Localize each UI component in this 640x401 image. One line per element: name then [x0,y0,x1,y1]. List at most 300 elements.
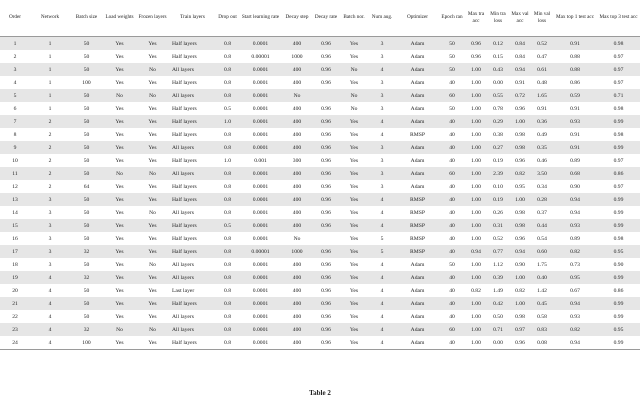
table-cell: 400 [282,167,312,180]
table-cell: 1.00 [509,297,531,310]
table-cell: 40 [439,180,465,193]
table-cell: No [136,89,169,102]
table-cell: Yes [340,245,368,258]
table-cell: 1.00 [465,323,487,336]
table-cell: All layers [169,323,216,336]
col-header-network: Network [30,0,70,37]
table-cell: 0.35 [531,141,553,154]
table-cell: 1.00 [509,271,531,284]
table-cell: Adam [396,271,439,284]
col-header-min-val-loss: Min val loss [531,0,553,37]
table-cell: 400 [282,193,312,206]
table-cell: 3 [368,141,396,154]
col-header-num-aug: Num aug. [368,0,396,37]
table-cell: 40 [439,193,465,206]
table-cell: Yes [340,37,368,51]
table-cell: Yes [103,232,136,245]
table-cell: 4 [0,76,30,89]
table-cell: 40 [439,336,465,350]
table-cell: 0.31 [487,219,509,232]
table-cell: 40 [439,297,465,310]
table-cell: 0.0001 [239,167,282,180]
table-cell: 0.96 [465,37,487,51]
table-cell: 0.99 [597,271,640,284]
table-cell: Half layers [169,50,216,63]
table-cell: Adam [396,258,439,271]
table-cell: 0.98 [509,141,531,154]
table-cell: Yes [136,102,169,115]
table-cell: 0.8 [216,128,239,141]
table-cell: 0.96 [312,37,340,51]
table-cell: 50 [70,206,103,219]
table-cell: 50 [70,310,103,323]
table-cell: 64 [70,180,103,193]
table-row [0,63,640,76]
table-cell: 3 [368,167,396,180]
table-cell: 50 [70,167,103,180]
table-cell: 0.39 [487,271,509,284]
table-cell: 0.99 [597,141,640,154]
table-cell: 1.75 [531,258,553,271]
table-cell: 0.82 [509,167,531,180]
table-cell: 0.8 [216,63,239,76]
table-cell: 100 [70,336,103,350]
table-cell: 0.96 [312,258,340,271]
table-cell: 0.58 [531,310,553,323]
table-cell: 0.82 [465,284,487,297]
table-cell: 400 [282,63,312,76]
col-header-epoch-ran: Epoch ran [439,0,465,37]
table-cell: 0.55 [487,89,509,102]
table-cell: Yes [340,336,368,350]
table-cell: No [103,89,136,102]
table-cell: 0.0001 [239,128,282,141]
table-cell: No [282,89,312,102]
table-cell: 0.96 [312,154,340,167]
table-cell: 32 [70,323,103,336]
table-cell: 3 [30,245,70,258]
table-cell: 0.36 [531,115,553,128]
col-header-drop-out: Drop out [216,0,239,37]
table-row [0,89,640,102]
table-cell: 50 [70,89,103,102]
table-cell: 50 [70,232,103,245]
table-cell: Yes [136,232,169,245]
table-cell: No [282,232,312,245]
table-cell: 1.00 [465,76,487,89]
table-cell: 4 [368,63,396,76]
table-cell: Half layers [169,219,216,232]
table-cell: 3 [30,193,70,206]
table-cell: 0.96 [509,154,531,167]
table-cell: 1.00 [465,258,487,271]
table-cell: Yes [136,297,169,310]
table-cell: Adam [396,102,439,115]
table-cell: 0.96 [312,167,340,180]
table-cell: 0.99 [597,115,640,128]
table-cell [312,232,340,245]
table-cell: Yes [103,180,136,193]
table-cell: Adam [396,141,439,154]
table-cell: 0.88 [553,50,597,63]
table-cell: 6 [0,102,30,115]
table-cell: 3 [0,63,30,76]
table-cell: 0.46 [531,154,553,167]
table-cell: Yes [136,141,169,154]
table-cell: 0.00 [487,76,509,89]
table-cell: 0.90 [553,180,597,193]
table-cell: 50 [70,258,103,271]
table-cell: Yes [340,141,368,154]
table-cell: 0.0001 [239,76,282,89]
table-cell: No [340,102,368,115]
table-cell: 0.5 [216,102,239,115]
table-cell: All layers [169,206,216,219]
table-cell: Half layers [169,128,216,141]
table-cell: 0.98 [509,219,531,232]
table-cell: 0.0001 [239,89,282,102]
table-cell: 0.86 [553,76,597,89]
table-cell: Adam [396,76,439,89]
table-cell: No [340,89,368,102]
table-cell: 0.47 [531,50,553,63]
table-cell: 0.68 [553,167,597,180]
table-cell: 0.89 [553,154,597,167]
table-cell: 40 [439,115,465,128]
table-cell: 0.91 [531,102,553,115]
table-cell: 0.8 [216,258,239,271]
table-cell: Yes [340,180,368,193]
table-cell: 0.96 [312,271,340,284]
table-cell: 0.8 [216,323,239,336]
col-header-max-val-acc: Max val acc [509,0,531,37]
table-cell: 0.96 [312,141,340,154]
table-cell: 1 [0,37,30,51]
table-cell: 0.38 [487,128,509,141]
table-cell: Yes [340,297,368,310]
table-cell: 1.00 [465,271,487,284]
table-cell: 0.52 [531,37,553,51]
table-cell: 0.88 [553,63,597,76]
table-cell: 0.96 [312,245,340,258]
table-cell: Yes [136,154,169,167]
table-cell: 0.71 [487,323,509,336]
table-cell: 1.00 [465,180,487,193]
table-cell: Yes [340,310,368,323]
table-row [0,76,640,89]
table-cell: No [136,323,169,336]
table-cell: 40 [439,271,465,284]
table-cell: No [136,206,169,219]
table-cell: 0.8 [216,76,239,89]
table-row [0,206,640,219]
table-cell: 14 [0,206,30,219]
table-cell: All layers [169,271,216,284]
col-header-max-top3-test-acc: Max top 3 test acc [597,0,640,37]
table-cell: 40 [439,206,465,219]
table-cell: 3 [368,89,396,102]
table-cell: 2 [30,115,70,128]
table-cell: 0.8 [216,271,239,284]
table-cell: 0.50 [487,310,509,323]
table-cell: 0.8 [216,245,239,258]
table-cell: 400 [282,284,312,297]
table-cell: 0.0001 [239,102,282,115]
table-cell: 0.96 [509,232,531,245]
table-cell: 19 [0,271,30,284]
table-cell: Yes [340,115,368,128]
table-cell: No [340,63,368,76]
col-header-decay-rate: Decay rate [312,0,340,37]
table-cell: 0.0001 [239,323,282,336]
table-cell: 0.8 [216,297,239,310]
table-cell: 400 [282,310,312,323]
table-cell: 4 [368,115,396,128]
table-cell: 4 [368,323,396,336]
table-row [0,115,640,128]
table-cell: Yes [103,258,136,271]
table-cell: 0.71 [597,89,640,102]
table-cell: 0.83 [531,323,553,336]
table-cell: Yes [136,37,169,51]
table-row [0,154,640,167]
table-cell: 3 [30,206,70,219]
table-cell: 400 [282,128,312,141]
table-cell: 1.00 [465,206,487,219]
table-cell: 0.0001 [239,141,282,154]
table-cell: 0.96 [312,297,340,310]
table-cell: 0.91 [553,128,597,141]
table-cell: 4 [30,297,70,310]
table-cell: Yes [340,271,368,284]
table-row [0,219,640,232]
table-cell: Yes [103,115,136,128]
table-cell: 4 [368,271,396,284]
table-cell: Yes [103,271,136,284]
table-cell: No [136,63,169,76]
table-cell: Half layers [169,37,216,51]
table-cell: 0.96 [509,336,531,350]
table-cell: 0.19 [487,193,509,206]
table-cell: 1 [30,89,70,102]
table-cell: 4 [368,193,396,206]
table-cell: 1.00 [465,310,487,323]
table-cell: 3 [368,154,396,167]
table-row [0,232,640,245]
table-cell: 0.43 [487,63,509,76]
table-cell: 3 [368,102,396,115]
table-cell: Adam [396,154,439,167]
table-cell: 1000 [282,245,312,258]
table-cell: 400 [282,336,312,350]
table-cell: 4 [30,284,70,297]
table-cell: Yes [340,154,368,167]
table-cell: Adam [396,284,439,297]
table-cell: 0.96 [312,115,340,128]
table-cell: Yes [340,50,368,63]
table-cell: 4 [368,258,396,271]
table-cell: 0.94 [553,193,597,206]
col-header-max-tra-acc: Max tra acc [465,0,487,37]
table-row [0,37,640,51]
table-cell: No [103,323,136,336]
table-cell: 0.99 [597,219,640,232]
table-row [0,50,640,63]
table-cell: Half layers [169,76,216,89]
table-cell: 400 [282,271,312,284]
table-cell: 1.0 [216,154,239,167]
table-cell: 5 [368,245,396,258]
table-cell: Half layers [169,193,216,206]
table-cell: 0.84 [509,37,531,51]
table-cell: 22 [0,310,30,323]
table-cell: 0.96 [312,102,340,115]
table-cell: 40 [439,284,465,297]
table-cell: Yes [103,297,136,310]
table-cell: 0.44 [531,219,553,232]
table-cell: Yes [136,50,169,63]
table-cell: 4 [368,336,396,350]
table-cell: 0.96 [465,50,487,63]
col-header-batch-nor: Batch nor. [340,0,368,37]
table-cell: 1.42 [531,284,553,297]
table-cell: 60 [439,323,465,336]
table-cell: 0.94 [509,63,531,76]
table-cell: 0.91 [553,37,597,51]
table-cell: 0.26 [487,206,509,219]
table-cell: RMSP [396,128,439,141]
table-cell: 0.27 [487,141,509,154]
table-cell: Half layers [169,115,216,128]
table-cell: 2 [30,180,70,193]
table-cell: 1.00 [465,232,487,245]
table-cell: 0.99 [597,193,640,206]
table-cell: Yes [136,76,169,89]
table-cell: 0.0001 [239,206,282,219]
table-cell: 0.0001 [239,37,282,51]
table-cell: 60 [439,167,465,180]
col-header-max-top1-test-acc: Max top 1 test acc [553,0,597,37]
table-cell: 0.0001 [239,258,282,271]
table-cell: 0.77 [487,245,509,258]
table-cell: 300 [282,154,312,167]
col-header-optimizer: Optimizer [396,0,439,37]
table-cell: 0.98 [509,206,531,219]
table-cell: RMSP [396,219,439,232]
table-cell: 0.95 [597,245,640,258]
table-cell: 50 [70,154,103,167]
table-cell: 1.00 [509,193,531,206]
table-cell: 2 [30,154,70,167]
table-cell: 400 [282,206,312,219]
table-cell: 0.96 [312,323,340,336]
table-cell: 0.95 [553,271,597,284]
table-cell: 400 [282,37,312,51]
table-cell: 0.8 [216,167,239,180]
table-cell: 40 [439,76,465,89]
table-cell: Yes [136,245,169,258]
table-cell: 0.49 [531,128,553,141]
table-cell: 0.48 [531,76,553,89]
table-cell: 0.12 [487,37,509,51]
table-cell: Yes [340,167,368,180]
table-cell: 0.72 [509,89,531,102]
table-cell: Yes [103,245,136,258]
table-cell: 400 [282,76,312,89]
table-cell: 50 [70,102,103,115]
table-cell: 0.82 [553,323,597,336]
table-cell: 1.0 [216,115,239,128]
table-cell: Yes [103,102,136,115]
table-cell: 0.8 [216,336,239,350]
table-cell: 0.95 [509,180,531,193]
table-cell: Yes [340,258,368,271]
table-cell: 0.0001 [239,336,282,350]
table-cell: 40 [439,232,465,245]
table-cell: 0.00 [487,336,509,350]
table-row [0,141,640,154]
table-cell: Yes [103,50,136,63]
table-cell: 0.98 [597,102,640,115]
table-cell: 0.96 [312,336,340,350]
table-cell: 400 [282,258,312,271]
col-header-frozen-layers: Frozen layers [136,0,169,37]
table-cell: 0.93 [553,219,597,232]
table-cell: 400 [282,102,312,115]
table-cell: 0.96 [312,76,340,89]
col-header-decay-step: Decay step [282,0,312,37]
table-row [0,128,640,141]
table-cell: 0.94 [509,245,531,258]
table-cell: 32 [70,271,103,284]
table-cell: Adam [396,115,439,128]
table-cell: 0.96 [312,219,340,232]
table-cell: 15 [0,219,30,232]
col-header-batch-size: Batch size [70,0,103,37]
table-cell: 0.73 [553,258,597,271]
table-cell: 50 [70,50,103,63]
table-cell: 0.54 [531,232,553,245]
table-cell: 1.00 [465,297,487,310]
table-cell: 0.90 [597,258,640,271]
table-cell: 0.99 [597,336,640,350]
table-cell: 400 [282,141,312,154]
table-cell: 13 [0,193,30,206]
table-cell: 0.98 [597,37,640,51]
table-cell: 0.00001 [239,50,282,63]
table-cell: 1 [30,102,70,115]
table-cell: 32 [70,245,103,258]
table-cell: 50 [439,50,465,63]
table-cell: Yes [340,219,368,232]
table-cell: 50 [70,219,103,232]
table-cell: 1.00 [465,89,487,102]
table-cell: Yes [136,310,169,323]
table-cell: 0.10 [487,180,509,193]
table-cell: No [136,167,169,180]
table-row [0,180,640,193]
table-cell: Yes [103,154,136,167]
table-cell: 0.8 [216,37,239,51]
table-cell: 0.78 [487,102,509,115]
table-cell: 0.93 [553,310,597,323]
table-cell: Yes [103,336,136,350]
table-header-row [0,0,640,37]
col-header-load-weights: Load weights [103,0,136,37]
table-cell: 0.0001 [239,180,282,193]
table-cell: 50 [70,193,103,206]
table-cell: 4 [30,336,70,350]
